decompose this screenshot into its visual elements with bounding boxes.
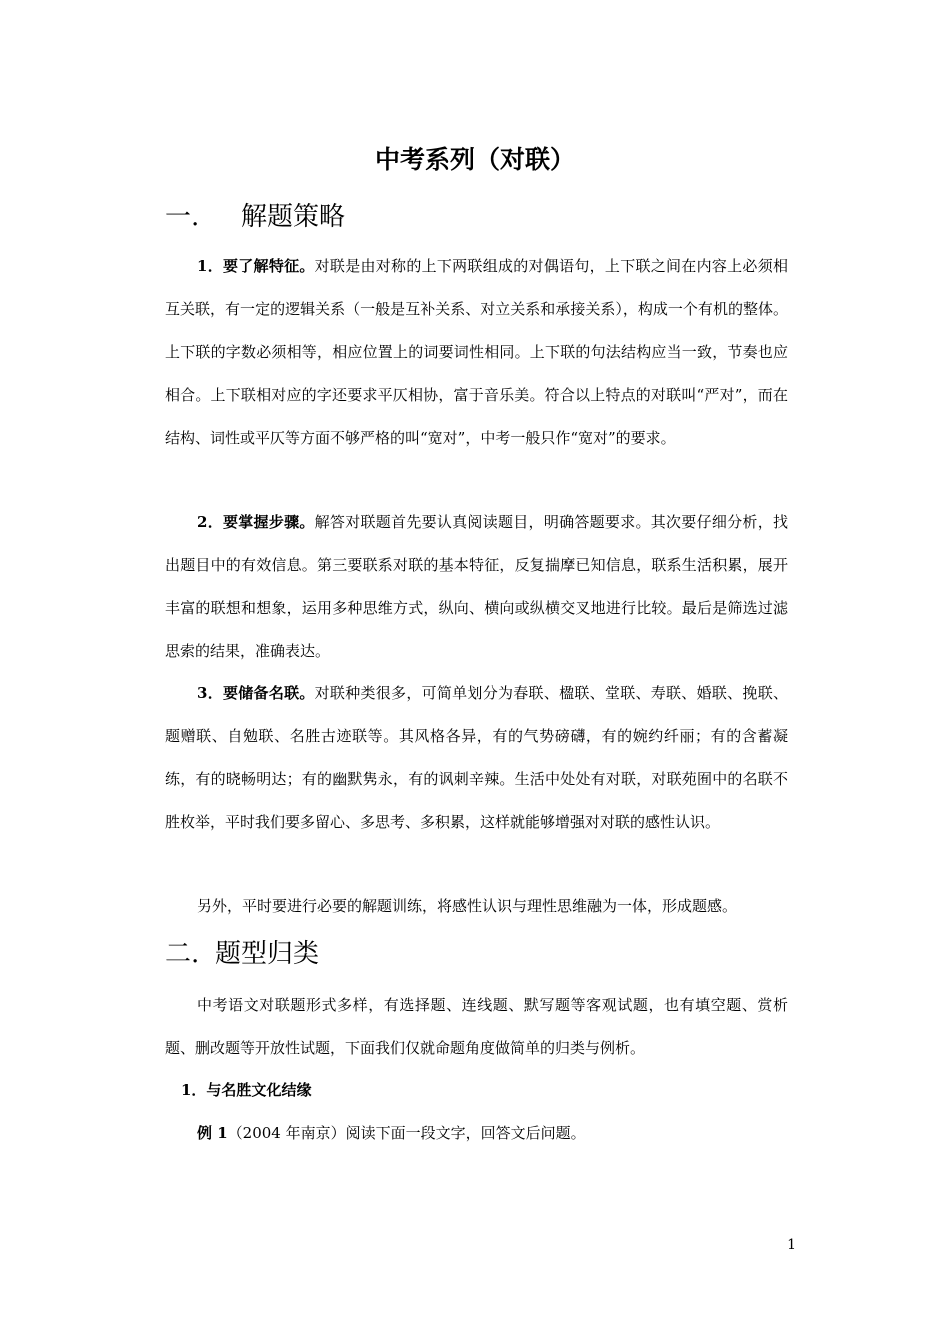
example-line: [197, 1112, 586, 1155]
section-heading-categories: [165, 936, 319, 972]
strategy-paragraph-3: [165, 672, 788, 844]
example-label: 例 1: [197, 1124, 228, 1142]
section-heading-strategy: [165, 199, 345, 235]
document-title: 中考系列（对联）: [374, 145, 575, 174]
example-text: （2004 年南京）阅读下面一段文字，回答文后问题。: [227, 1124, 586, 1142]
section-number: 一.: [165, 202, 200, 232]
section-title: 题型归类: [215, 939, 320, 969]
categories-intro-paragraph: 中考语文对联题形式多样，有选择题、连线题、默写题等客观试题，也有填空题、赏析题、删改题等开放性试题，下面我们仅就命题角度做简单的归类与例析。: [165, 996, 788, 1057]
paragraph-lead: 3．要储备名联。: [197, 684, 315, 702]
page-number: 1: [787, 1237, 796, 1253]
paragraph-text: 对联种类很多，可简单划分为春联、楹联、堂联、寿联、婚联、挽联、题赠联、自勉联、名胜古迹联等。其风格各异，有的气势磅礴，有的婉约纤丽；有的含蓄凝练，有的晓畅明达；有的幽默隽永，有的讽刺辛辣。生活中处处有对联，对联苑囿中的名联不胜枚举，平时我们要多留心、多思考、多积累，这样就能够增强对对联的感性认识。: [165, 684, 788, 831]
section-number: 二.: [165, 939, 200, 969]
paragraph-text: 对联是由对称的上下两联组成的对偶语句，上下联之间在内容上必须相互关联，有一定的逻辑关系（一般是互补关系、对立关系和承接关系），构成一个有机的整体。上下联的字数必须相等，相应位置上的词要词性相同。上下联的句法结构应当一致，节奏也应相合。上下联相对应的字还要求平仄相协，富于音乐美。符合以上特点的对联叫“严对”，而在结构、词性或平仄等方面不够严格的叫“宽对”，中考一般只作“宽对”的要求。: [165, 257, 788, 447]
section-title: 解题策略: [241, 202, 346, 232]
paragraph-lead: 2．要掌握步骤。: [197, 513, 315, 531]
strategy-paragraph-1: [165, 245, 788, 460]
strategy-paragraph-2: [165, 501, 788, 673]
paragraph-text: 解答对联题首先要认真阅读题目，明确答题要求。其次要仔细分析，找出题目中的有效信息。第三要联系对联的基本特征，反复揣摩已知信息，联系生活积累，展开丰富的联想和想象，运用多种思维方式，纵向、横向或纵横交叉地进行比较。最后是筛选过滤思索的结果，准确表达。: [165, 513, 788, 660]
subsection-heading: 1．与名胜文化结缘: [181, 1081, 312, 1099]
strategy-closing-paragraph: 另外，平时要进行必要的解题训练，将感性认识与理性思维融为一体，形成题感。: [197, 897, 738, 915]
paragraph-lead: 1．要了解特征。: [197, 257, 315, 275]
